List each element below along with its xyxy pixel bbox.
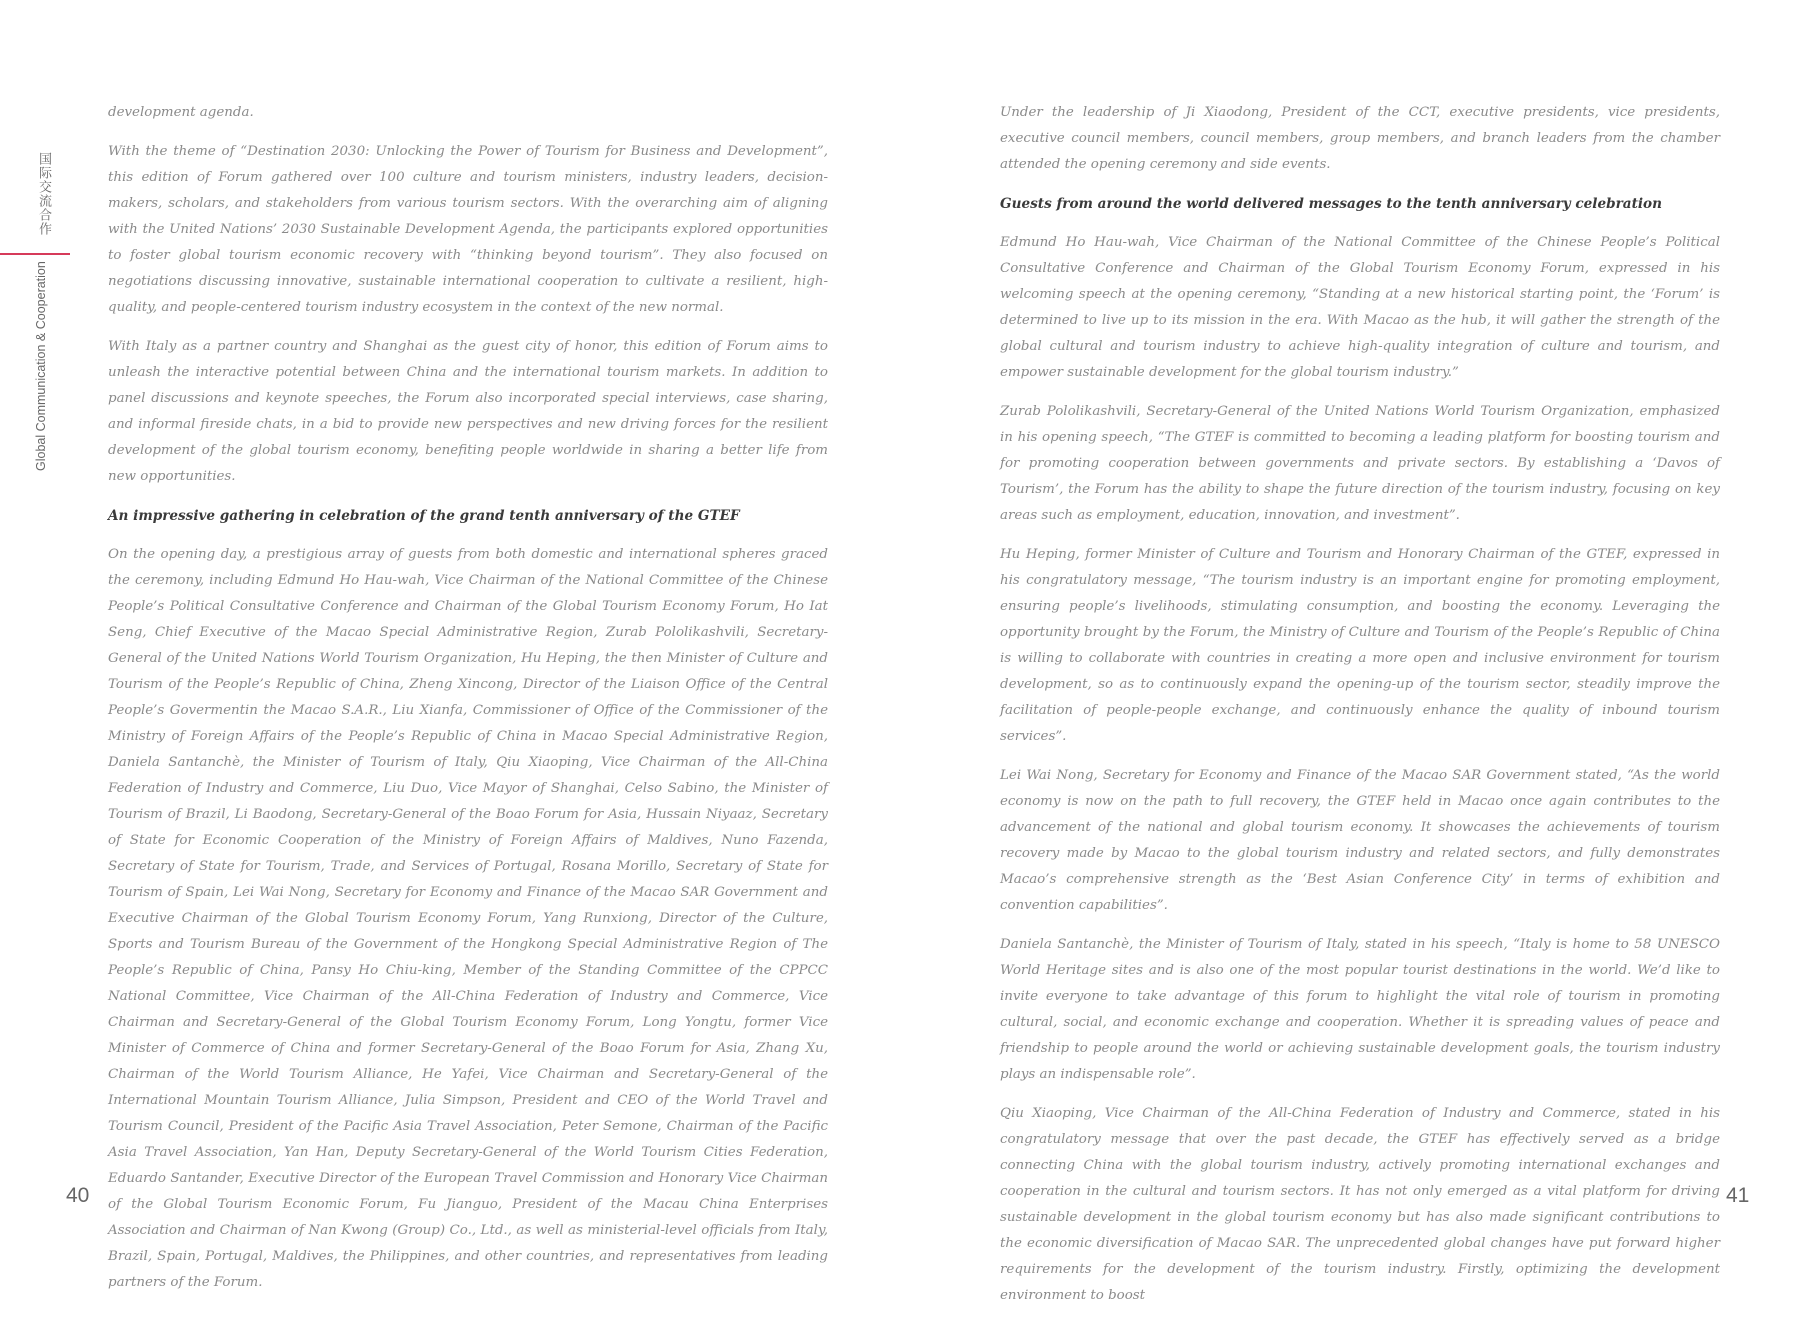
paragraph: Edmund Ho Hau-wah, Vice Chairman of the National Committee of the Chinese People’s Political Consultative Conference and Chairman of the Global Tourism Economy Forum, expressed in his welcoming speech at the opening ceremony, “Standing at a new historical starting point, the ‘Forum’ is determined to live up to its mission in the era. With Macao as the hub, it will gather the strength of the global cultural and tourism industry to achieve high-quality integration of culture and tourism, and empower sustainable development for the global tourism industry.”: [1000, 235, 1720, 380]
paragraph: With the theme of “Destination 2030: Unlocking the Power of Tourism for Business and Development”, this edition of Forum gathered over 100 culture and tourism ministers, industry leaders, decision-makers, scholars, and stakeholders from various tourism sectors. With the overarching aim of aligning with the United Nations’ 2030 Sustainable Development Agenda, the participants explored opportunities to foster global tourism economic recovery with “thinking beyond tourism”. They also focused on negotiations discussing innovative, sustainable international cooperation to cultivate a resilient, high-quality, and people-centered tourism industry ecosystem in the context of the new normal.: [108, 144, 828, 315]
paragraph: Daniela Santanchè, the Minister of Tourism of Italy, stated in his speech, “Italy is home to 58 UNESCO World Heritage sites and is also one of the most popular tourist destinations in the world. We’d like to invite everyone to take advantage of this forum to highlight the vital role of tourism in promoting cultural, social, and economic exchange and cooperation. Whether it is spreading values of peace and friendship to people around the world or achieving sustainable development goals, the tourism industry plays an indispensable role”.: [1000, 937, 1720, 1082]
paragraph: Under the leadership of Ji Xiaodong, President of the CCT, executive presidents, vice presidents, executive council members, council members, group members, and branch leaders from the chamber attended the opening ceremony and side events.: [1000, 105, 1720, 172]
paragraph: development agenda.: [108, 105, 254, 120]
section-heading: Guests from around the world delivered messages to the tenth anniversary celebration: [1000, 196, 1662, 212]
section-label-english: Global Communication & Cooperation: [34, 261, 48, 471]
section-heading: An impressive gathering in celebration of the grand tenth anniversary of the GTEF: [108, 508, 740, 524]
paragraph: With Italy as a partner country and Shanghai as the guest city of honor, this edition of Forum aims to unleash the interactive potential between China and the international tourism markets. In addition to panel discussions and keynote speeches, the Forum also incorporated special interviews, case sharing, and informal fireside chats, in a bid to provide new perspectives and new driving forces for the resilient development of the global tourism economy, benefiting people worldwide in sharing a better life from new opportunities.: [108, 339, 828, 484]
section-accent-rule: [0, 253, 70, 255]
paragraph: Qiu Xiaoping, Vice Chairman of the All-China Federation of Industry and Commerce, stated in his congratulatory message that over the past decade, the GTEF has effectively served as a bridge connecting China with the global tourism industry, actively promoting international exchanges and cooperation in the cultural and tourism sectors. It has not only emerged as a vital platform for driving sustainable development in the global tourism economy but has also made significant contributions to the economic diversification of Macao SAR. The unprecedented global changes have put forward higher requirements for the development of the tourism industry. Firstly, optimizing the development environment to boost: [1000, 1106, 1720, 1303]
section-label-chinese: 国际交流合作: [36, 152, 51, 236]
page-number-right: 41: [1726, 1184, 1750, 1207]
page-number-left: 40: [66, 1184, 90, 1207]
paragraph: Hu Heping, former Minister of Culture and Tourism and Honorary Chairman of the GTEF, expressed in his congratulatory message, “The tourism industry is an important engine for promoting employment, ensuring people’s livelihoods, stimulating consumption, and boosting the economy. Leveraging the opportunity brought by the Forum, the Ministry of Culture and Tourism of the People’s Republic of China is willing to collaborate with countries in creating a more open and inclusive environment for tourism development, so as to continuously expand the opening-up of the tourism sector, steadily improve the facilitation of people-people exchange, and continuously enhance the quality of inbound tourism services”.: [1000, 547, 1720, 744]
paragraph: On the opening day, a prestigious array of guests from both domestic and international spheres graced the ceremony, including Edmund Ho Hau-wah, Vice Chairman of the National Committee of the Chinese People’s Political Consultative Conference and Chairman of the Global Tourism Economy Forum, Ho Iat Seng, Chief Executive of the Macao Special Administrative Region, Zurab Pololikashvili, Secretary-General of the United Nations World Tourism Organization, Hu Heping, the then Minister of Culture and Tourism of the People’s Republic of China, Zheng Xincong, Director of the Liaison Office of the Central People’s Govermentin the Macao S.A.R., Liu Xianfa, Commissioner of Office of the Commissioner of the Ministry of Foreign Affairs of the People’s Republic of China in Macao Special Administrative Region, Daniela Santanchè, the Minister of Tourism of Italy, Qiu Xiaoping, Vice Chairman of the All-China Federation of Industry and Commerce, Liu Duo, Vice Mayor of Shanghai, Celso Sabino, the Minister of Tourism of Brazil, Li Baodong, Secretary-General of the Boao Forum for Asia, Hussain Niyaaz, Secretary of State for Economic Cooperation of the Ministry of Foreign Affairs of Maldives, Nuno Fazenda, Secretary of State for Tourism, Trade, and Services of Portugal, Rosana Morillo, Secretary of State for Tourism of Spain, Lei Wai Nong, Secretary for Economy and Finance of the Macao SAR Government and Executive Chairman of the Global Tourism Economy Forum, Yang Runxiong, Director of the Culture, Sports and Tourism Bureau of the Government of the Hongkong Special Administrative Region of The People’s Republic of China, Pansy Ho Chiu-king, Member of the Standing Committee of the CPPCC National Committee, Vice Chairman of the All-China Federation of Industry and Commerce, Vice Chairman and Secretary-General of the Global Tourism Economy Forum, Long Yongtu, former Vice Minister of Commerce of China and former Secretary-General of the Boao Forum for Asia, Zhang Xu, Chairman of the World Tourism Alliance, He Yafei, Vice Chairman and Secretary-General of the International Mountain Tourism Alliance, Julia Simpson, President and CEO of the World Travel and Tourism Council, President of the Pacific Asia Travel Association, Peter Semone, Chairman of the Pacific Asia Travel Association, Yan Han, Deputy Secretary-General of the World Tourism Cities Federation, Eduardo Santander, Executive Director of the European Travel Commission and Honorary Vice Chairman of the Global Tourism Economic Forum, Fu Jianguo, President of the Macau China Enterprises Association and Chairman of Nan Kwong (Group) Co., Ltd., as well as ministerial-level officials from Italy, Brazil, Spain, Portugal, Maldives, the Philippines, and other countries, and representatives from leading partners of the Forum.: [108, 547, 828, 1290]
left-text-column: [108, 100, 828, 1309]
right-text-column: [1000, 100, 1720, 1322]
paragraph: Zurab Pololikashvili, Secretary-General of the United Nations World Tourism Organization, emphasized in his opening speech, “The GTEF is committed to becoming a leading platform for boosting tourism and for promoting cooperation between governments and private sectors. By establishing a ‘Davos of Tourism’, the Forum has the ability to shape the future direction of the tourism industry, focusing on key areas such as employment, education, innovation, and investment”.: [1000, 404, 1720, 523]
paragraph: Lei Wai Nong, Secretary for Economy and Finance of the Macao SAR Government stated, “As the world economy is now on the path to full recovery, the GTEF held in Macao once again contributes to the advancement of the national and global tourism economy. It showcases the achievements of tourism recovery made by Macao to the global tourism industry and related sectors, and fully demonstrates Macao’s comprehensive strength as the ‘Best Asian Conference City’ in terms of exhibition and convention capabilities”.: [1000, 768, 1720, 913]
